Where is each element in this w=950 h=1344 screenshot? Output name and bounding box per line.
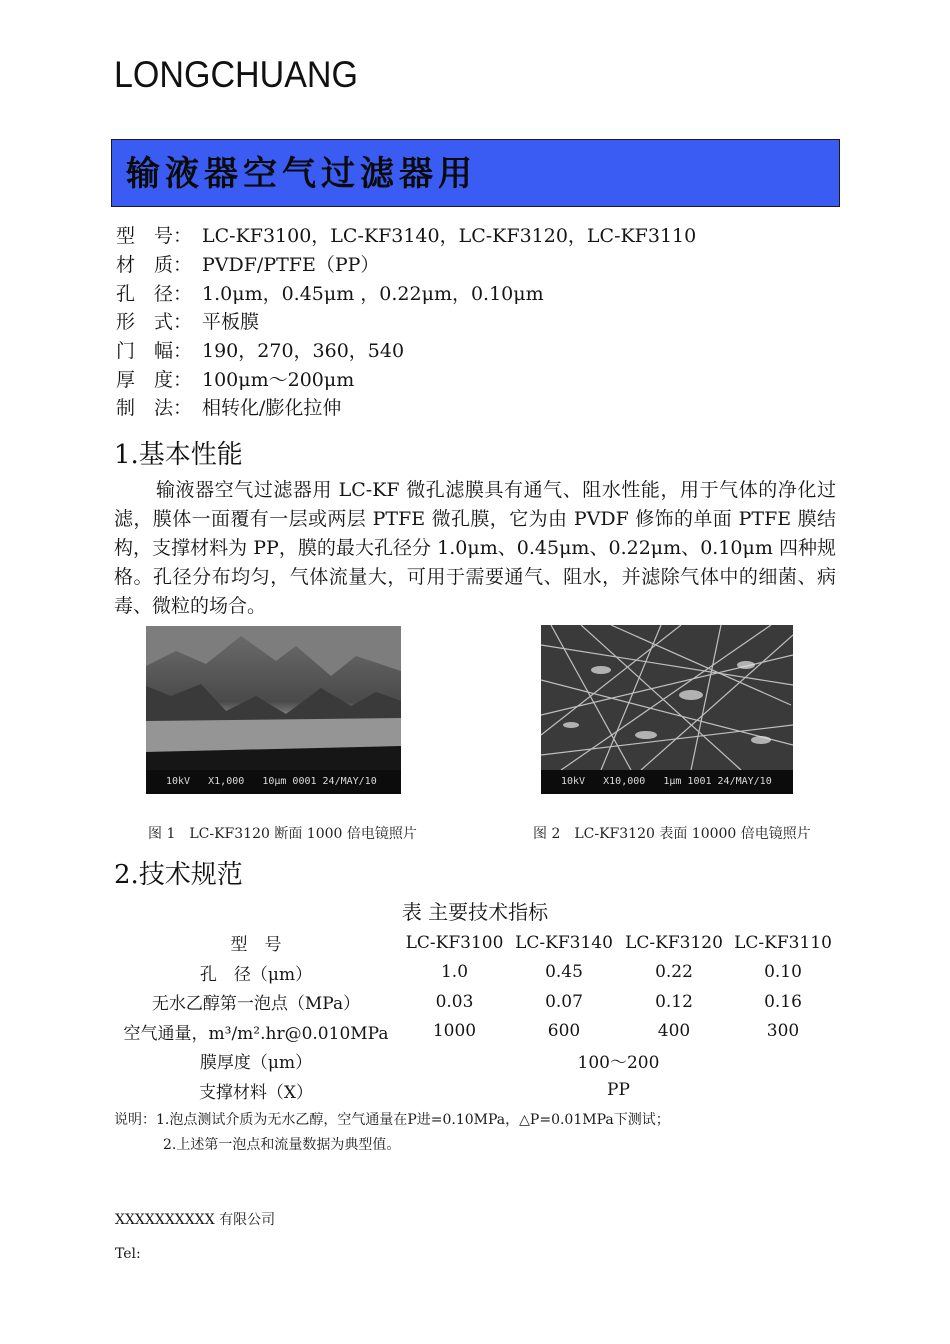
table-cell: LC-KF3110	[734, 932, 832, 953]
brand-logo-text: LONGCHUANG	[114, 54, 358, 95]
table-row	[112, 1076, 837, 1106]
table-cell: 0.12	[655, 991, 693, 1012]
table-note-1: 说明：1.泡点测试介质为无水乙醇，空气通量在P进=0.10MPa，△P=0.01MPa下测试；	[114, 1112, 670, 1128]
table-row	[112, 958, 837, 988]
spec-row-width	[116, 339, 404, 363]
table-cell: 0.16	[764, 991, 802, 1012]
figure-caption: 图 1 LC-KF3120 断面 1000 倍电镜照片	[148, 826, 417, 842]
spec-value: 1.0μm，0.45μm ，0.22μm，0.10μm	[202, 283, 544, 305]
footer-company: XXXXXXXXXX 有限公司	[115, 1212, 276, 1228]
table-cell: 无水乙醇第一泡点（MPa）	[151, 994, 361, 1015]
table-row	[112, 1017, 837, 1047]
table-cell: 支撑材料（X）	[198, 1082, 314, 1103]
spec-value: 100μm～200μm	[202, 369, 355, 391]
spec-value: 平板膜	[202, 311, 260, 333]
spec-row-model	[116, 224, 696, 248]
spec-value: PVDF/PTFE（PP）	[202, 254, 380, 276]
table-cell: 1.0	[440, 962, 469, 983]
section-heading-spec: 2.技术规范	[114, 860, 243, 890]
table-cell: 0.45	[545, 962, 583, 983]
table-cell: 100～200	[577, 1053, 660, 1074]
table-cell: 0.10	[764, 962, 802, 983]
page-title: 输液器空气过滤器用	[126, 154, 477, 194]
spec-key: 制 法：	[116, 397, 193, 419]
sem-info-band: 10kV X10,000 1μm 1001 24/MAY/10	[541, 770, 793, 794]
table-cell: LC-KF3140	[515, 932, 613, 953]
spec-key: 孔 径：	[116, 283, 193, 305]
table-cell: 空气通量，m³/m².hr@0.010MPa	[123, 1023, 389, 1044]
cross-section-texture	[146, 626, 401, 794]
table-cell: LC-KF3120	[625, 932, 723, 953]
spec-row-thickness	[116, 368, 354, 392]
table-cell: LC-KF3100	[405, 932, 504, 953]
spec-value: 相转化/膨化拉伸	[202, 397, 342, 419]
spec-key: 形 式：	[116, 311, 193, 333]
table-cell: 300	[766, 1021, 800, 1042]
spec-row-pore-size	[116, 282, 544, 306]
table-cell: 0.03	[435, 991, 474, 1012]
spec-value: 190，270，360，540	[202, 340, 405, 362]
spec-row-material	[116, 253, 379, 277]
table-row	[112, 1046, 837, 1076]
sem-info-band: 10kV X1,000 10μm 0001 24/MAY/10	[146, 770, 401, 794]
table-note-2: 2.上述第一泡点和流量数据为典型值。	[163, 1137, 401, 1153]
table-cell: 型 号	[230, 935, 282, 956]
spec-key: 材 质：	[116, 254, 193, 276]
section-paragraph: 输液器空气过滤器用 LC-KF 微孔滤膜具有通气、阻水性能，用于气体的净化过滤，膜体一面覆有一层或两层 PTFE 微孔膜，它为由 PVDF 修饰的单面 PTFE 膜结构，支撑材料为 PP，膜的最大孔径分 1.0μm、0.45μm、0.22μm、0.10μm 四种规格。孔径分布均匀，气体流量大，可用于需要通气、阻水，并滤除气体中的细菌、病毒、微粒的场合。	[114, 479, 836, 617]
spec-value: LC-KF3100，LC-KF3140，LC-KF3120，LC-KF3110	[202, 225, 697, 247]
sem-image-cross-section	[146, 626, 401, 794]
section-heading-basic: 1.基本性能	[114, 440, 243, 470]
table-title: 表 主要技术指标	[401, 900, 549, 924]
spec-row-form	[116, 310, 259, 334]
table-cell: 400	[657, 1021, 691, 1042]
footer-tel: Tel:	[115, 1246, 141, 1262]
spec-key: 厚 度：	[116, 369, 193, 391]
table-row	[112, 987, 837, 1017]
table-cell: PP	[607, 1080, 630, 1101]
table-cell: 孔 径（μm）	[199, 964, 313, 985]
table-cell: 600	[547, 1021, 581, 1042]
table-cell: 0.07	[545, 991, 583, 1012]
spec-key: 门 幅：	[116, 340, 193, 362]
table-row	[112, 928, 837, 958]
table-cell: 0.22	[655, 962, 693, 983]
table-cell: 1000	[432, 1021, 477, 1042]
sem-image-surface	[541, 625, 793, 794]
surface-fiber-texture	[541, 625, 793, 794]
table-cell: 膜厚度（μm）	[199, 1053, 313, 1074]
title-banner	[111, 139, 840, 207]
figure-caption: 图 2 LC-KF3120 表面 10000 倍电镜照片	[533, 826, 811, 842]
spec-key: 型 号：	[116, 225, 193, 247]
spec-row-method	[116, 396, 341, 420]
spec-table	[112, 928, 837, 1105]
